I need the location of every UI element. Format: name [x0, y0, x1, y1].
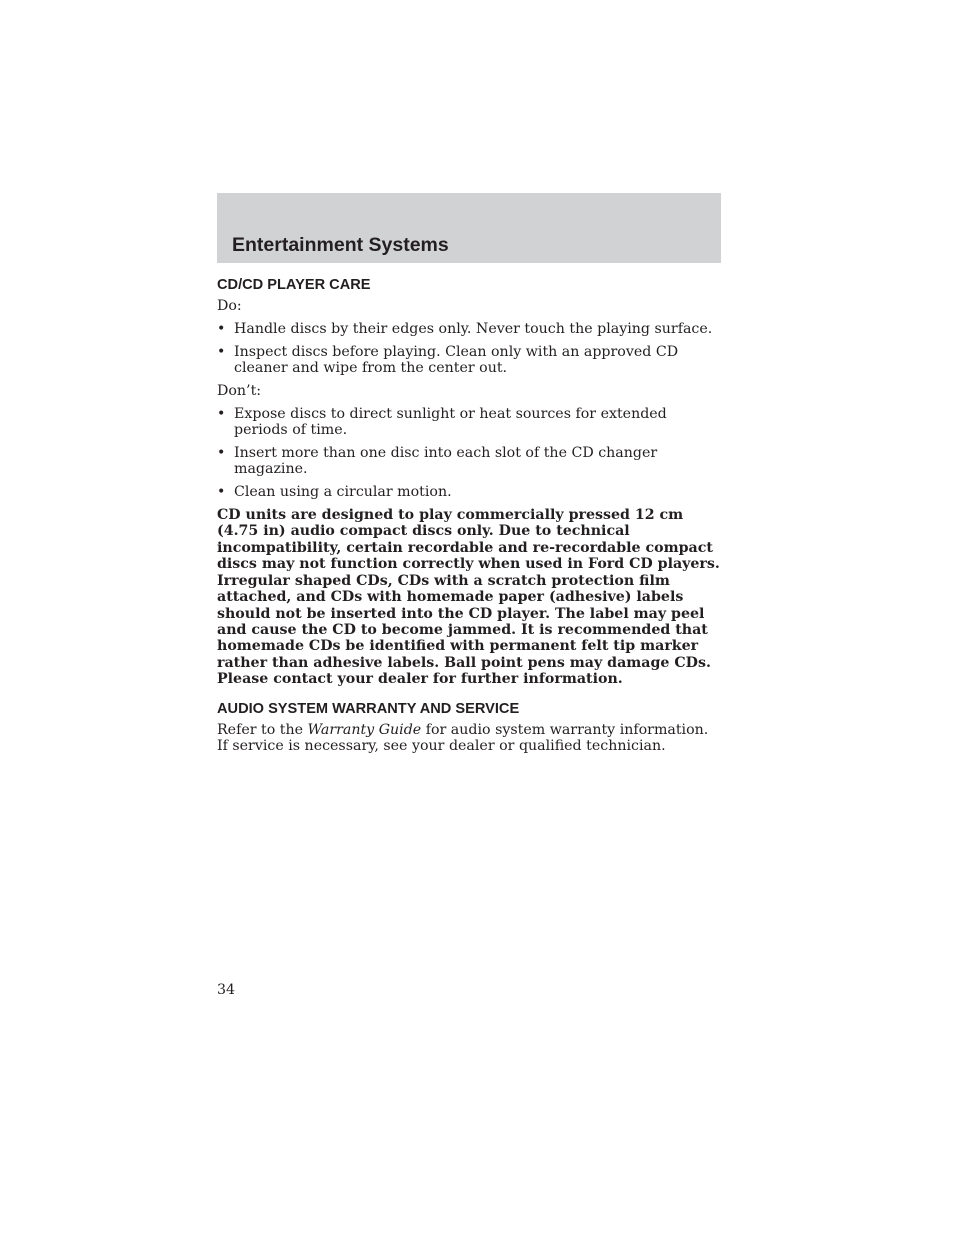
- cd-compatibility-warning: CD units are designed to play commercially pressed 12 cm (4.75 in) audio compact discs only. Due to technical incompatibility, certain recordable and re-recordable compact discs may not function correctly when used in Ford CD players. Irregular shaped CDs, CDs with a scratch protection film attached, and CDs with homemade paper (adhesive) labels should not be inserted into the CD player. The label may peel and cause the CD to become jammed. It is recommended that homemade CDs be identified with permanent felt tip marker rather than adhesive labels. Ball point pens may damage CDs. Please contact your dealer for further information.: [217, 507, 720, 688]
- list-item-text: Handle discs by their edges only. Never touch the playing surface.: [234, 320, 713, 337]
- warranty-text-after: for audio system warranty information. If service is necessary, see your dealer or qualified technician.: [217, 721, 709, 754]
- do-label: Do:: [217, 298, 242, 314]
- bullet-icon: •: [217, 320, 226, 337]
- warranty-text-before: Refer to the: [217, 721, 308, 738]
- list-item-text: Expose discs to direct sunlight or heat sources for extended periods of time.: [234, 405, 667, 438]
- do-list: [217, 321, 723, 377]
- list-item-text: Inspect discs before playing. Clean only with an approved CD cleaner and wipe from the center out.: [234, 343, 679, 377]
- section-heading-audio-warranty: AUDIO SYSTEM WARRANTY AND SERVICE: [217, 700, 520, 717]
- chapter-title: Entertainment Systems: [232, 234, 449, 256]
- list-item: [217, 445, 723, 478]
- section-heading-cd-player-care: CD/CD PLAYER CARE: [217, 277, 371, 293]
- warranty-paragraph: [217, 722, 723, 755]
- list-item-text: Insert more than one disc into each slot of the CD changer magazine.: [234, 444, 658, 478]
- list-item-text: Clean using a circular motion.: [234, 484, 452, 501]
- dont-list: [217, 406, 723, 501]
- list-item: [217, 406, 723, 439]
- dont-label: Don’t:: [217, 382, 262, 399]
- page-content: [217, 275, 723, 754]
- page-number: 34: [217, 982, 236, 998]
- list-item: [217, 484, 723, 500]
- list-item: [217, 344, 723, 377]
- bullet-icon: •: [217, 444, 226, 461]
- bullet-icon: •: [217, 343, 226, 360]
- list-item: [217, 321, 723, 337]
- warranty-guide-title: Warranty Guide: [307, 721, 422, 738]
- bullet-icon: •: [217, 405, 226, 422]
- chapter-header-band: [217, 193, 721, 263]
- bullet-icon: •: [217, 484, 226, 501]
